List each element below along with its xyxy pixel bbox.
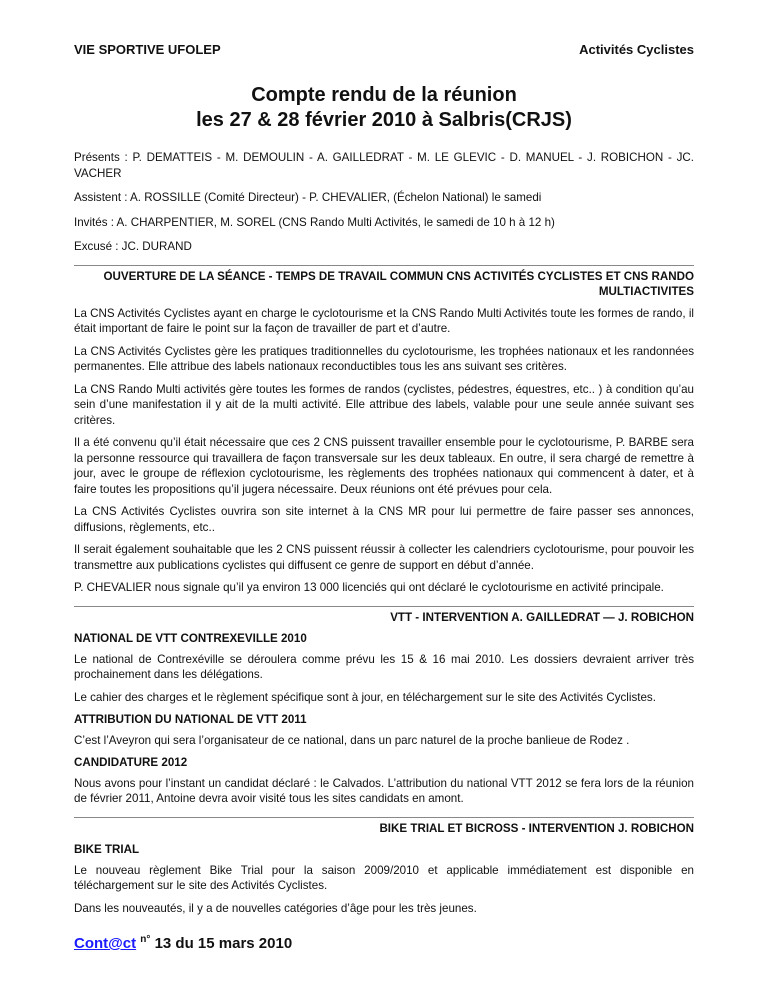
page-header (74, 42, 694, 57)
page-footer (74, 934, 292, 952)
title-line: les 27 & 28 février 2010 à Salbris(CRJS) (196, 109, 572, 131)
subsection-heading: CANDIDATURE 2012 (74, 756, 188, 769)
paragraph: La CNS Activités Cyclistes ouvrira son site internet à la CNS MR pour lui permettre de faire passer ses annonces, diffusions, règlements, etc.. (74, 505, 694, 534)
footer-number-sign: n° (140, 934, 151, 945)
contact-link[interactable]: Cont@ct (74, 935, 137, 952)
subsection-heading: ATTRIBUTION DU NATIONAL DE VTT 2011 (74, 713, 307, 726)
subsection-heading: NATIONAL DE VTT CONTREXEVILLE 2010 (74, 632, 307, 645)
section-heading: BIKE TRIAL ET BICROSS - INTERVENTION J. ROBICHON (74, 817, 694, 837)
section-heading: OUVERTURE DE LA SÉANCE - TEMPS DE TRAVAIL COMMUN CNS ACTIVITÉS CYCLISTES ET CNS RANDO MULTIACTIVITES (74, 265, 694, 300)
paragraph: P. CHEVALIER nous signale qu’il ya environ 13 000 licenciés qui ont déclaré le cyclotourisme en activité principale. (74, 581, 664, 594)
paragraph: C’est l’Aveyron qui sera l’organisateur de ce national, dans un parc naturel de la proche banlieue de Rodez . (74, 733, 630, 747)
header-right: Activités Cyclistes (579, 42, 694, 57)
attendance-invited: Invités : A. CHARPENTIER, M. SOREL (CNS Rando Multi Activités, le samedi de 10 h à 12 h) (74, 215, 555, 229)
section-heading: VTT - INTERVENTION A. GAILLEDRAT — J. ROBICHON (74, 606, 694, 626)
document-title (74, 83, 694, 133)
paragraph: Le cahier des charges et le règlement spécifique sont à jour, en téléchargement sur le site des Activités Cyclistes. (74, 690, 656, 704)
footer-issue: 13 du 15 mars 2010 (150, 935, 293, 952)
paragraph: Dans les nouveautés, il y a de nouvelles catégories d’âge pour les très jeunes. (74, 901, 477, 915)
paragraph: Le nouveau règlement Bike Trial pour la saison 2009/2010 et applicable immédiatement est disponible en téléchargement sur le site des Activités Cyclistes. (74, 863, 694, 892)
paragraph: Nous avons pour l’instant un candidat déclaré : le Calvados. L’attribution du national VTT 2012 se fera lors de la réunion de février 2011, Antoine devra avoir visité tous les sites candidats en amont. (74, 776, 694, 805)
paragraph: La CNS Activités Cyclistes gère les pratiques traditionnelles du cyclotourisme, les trophées nationaux et les randonnées permanentes. Elle attribue des labels nationaux reconductibles tous les ans suivant ses critères. (74, 344, 694, 373)
paragraph: Il serait également souhaitable que les 2 CNS puissent réussir à collecter les calendriers cyclotourisme, pour pouvoir les transmettre aux publications cyclistes qui diffusent ce genre de support en début d’année. (74, 543, 694, 572)
paragraph: La CNS Activités Cyclistes ayant en charge le cyclotourisme et la CNS Rando Multi Activités toute les formes de rando, il était important de faire le point sur la façon de travailler de part et d’autre. (74, 306, 694, 335)
subsection-heading: BIKE TRIAL (74, 843, 140, 856)
paragraph: Il a été convenu qu’il était nécessaire que ces 2 CNS puissent travailler ensemble pour le cyclotourisme, P. BARBE sera la personne ressource qui travaillera de façon transversale sur les deux tableaux. En outre, il sera chargé de remettre à jour, avec le groupe de réflexion cyclotourisme, les règlements des trophées nationaux qui commencent à dater, et à faire toutes les propositions qu’il jugera nécessaire. Deux réunions ont été prévues pour cela. (74, 436, 694, 496)
header-left: VIE SPORTIVE UFOLEP (74, 42, 221, 57)
paragraph: Le national de Contrexéville se déroulera comme prévu les 15 & 16 mai 2010. Les dossiers devraient arriver très prochainement dans les délégations. (74, 652, 694, 681)
attendance-present: Présents : P. DEMATTEIS - M. DEMOULIN - A. GAILLEDRAT - M. LE GLEVIC - D. MANUEL - J. ROBICHON - JC. VACHER (74, 151, 694, 180)
title-line: Compte rendu de la réunion (251, 84, 517, 106)
paragraph: La CNS Rando Multi activités gère toutes les formes de randos (cyclistes, pédestres, équestres, etc.. ) à condition qu’au sein d’une manifestation il y ait de la multi activité. Elle attribue des labels, valable pour une seule année suivant ses critères. (74, 382, 694, 427)
document-body (74, 83, 694, 923)
attendance-assistant: Assistent : A. ROSSILLE (Comité Directeur) - P. CHEVALIER, (Échelon National) le samedi (74, 191, 542, 204)
attendance-excused: Excusé : JC. DURAND (74, 240, 192, 253)
